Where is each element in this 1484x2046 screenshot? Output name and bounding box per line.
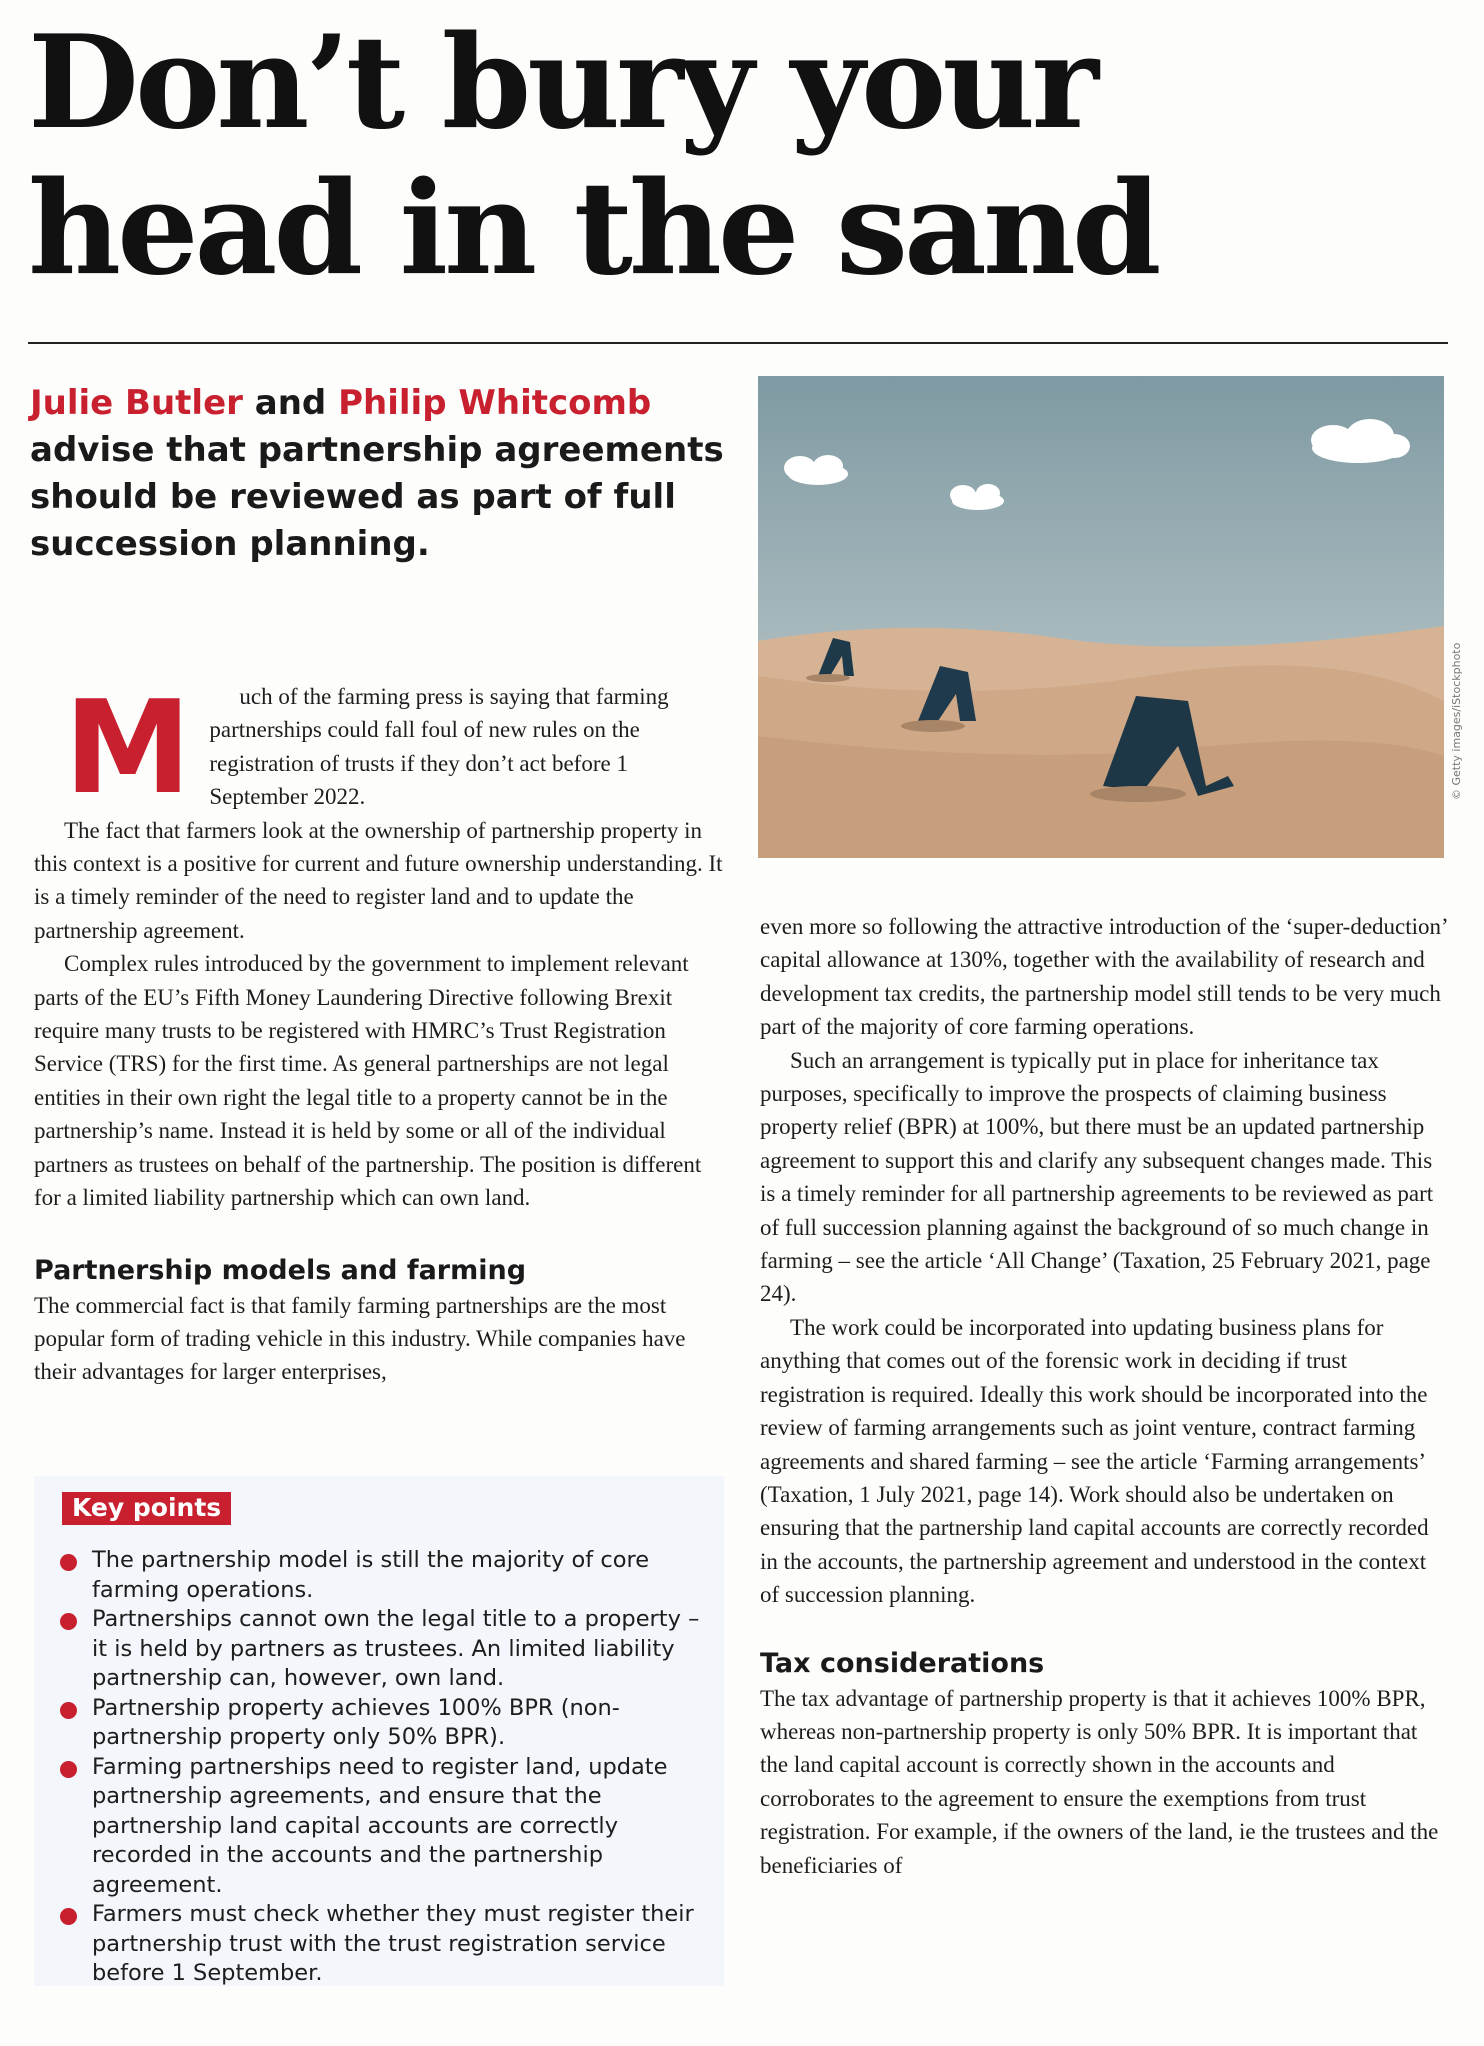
bullet-dot-icon (60, 1613, 77, 1630)
body-paragraph: Such an arrangement is typically put in place for inheritance tax purposes, specifically to improve the prospects of claiming business property relief (BPR) at 100%, but there must be an updated partnership agreement to support this and clarify any subsequent changes made. This is a timely reminder for all partnership agreements to be reviewed as part of full succession planning against the background of so much change in farming – see the article ‘All Change’ (Taxation, 25 February 2021, page 24). (760, 1047, 1434, 1307)
author-name-1: Julie Butler (30, 383, 243, 423)
body-paragraph: The commercial fact is that family farming partnerships are the most popular form of trading vehicle in this industry. While companies have their advantages for larger enterprises, (34, 1292, 686, 1385)
lead-paragraph: uch of the farming press is saying that farming partnerships could fall foul of new rules on the registration of trusts if they don’t act before 1 September 2022. (209, 684, 669, 810)
bullet-dot-icon (60, 1761, 77, 1778)
photo-credit: © Getty images/iStockphoto (1450, 642, 1463, 800)
headline-rule (28, 342, 1448, 344)
body-paragraph: even more so following the attractive introduction of the ‘super-deduction’ capital allowance at 130%, together with the availability of research and development tax credits, the partnership model still tends to be very much part of the majority of core farming operations. (760, 914, 1447, 1040)
key-point-item: The partnership model is still the majority of core farming operations. (58, 1546, 708, 1605)
key-points-box (34, 1476, 724, 1986)
illustration-heads-in-sand (758, 376, 1444, 858)
headline-line-2: head in the sand (28, 154, 1158, 304)
bullet-dot-icon (60, 1554, 77, 1571)
headline-line-1: Don’t bury your (28, 8, 1095, 158)
author-name-2: Philip Whitcomb (338, 383, 652, 423)
body-paragraph: The work could be incorporated into updating business plans for anything that comes out of the forensic work in deciding if trust registration is required. Ideally this work should be incorporated into the review of farming arrangements such as joint venture, contract farming agreements and shared farming – see the article ‘Farming arrangements’ (Taxation, 1 July 2021, page 14). Work should also be undertaken on ensuring that the partnership land capital accounts are correctly recorded in the accounts, the partnership agreement and understood in the context of succession planning. (760, 1314, 1429, 1608)
headline (28, 10, 1428, 302)
subhead-partnership-models: Partnership models and farming (34, 1254, 527, 1286)
standfirst (30, 380, 730, 568)
standfirst-and: and (254, 383, 327, 423)
bullet-dot-icon (60, 1908, 77, 1925)
key-point-item: Farmers must check whether they must register their partnership trust with the trust registration service before 1 September. (58, 1900, 708, 1989)
subhead-tax-considerations: Tax considerations (760, 1647, 1045, 1679)
body-paragraph: The fact that farmers look at the ownership of partnership property in this context is a positive for current and future ownership understanding. It is a timely reminder of the need to register land and to update the partnership agreement. (34, 817, 723, 943)
body-paragraph: Complex rules introduced by the government to implement relevant parts of the EU’s Fifth Money Laundering Directive following Brexit require many trusts to be registered with HMRC’s Trust Registration Service (TRS) for the first time. As general partnerships are not legal entities in their own right the legal title to a property cannot be in the partnership’s name. Instead it is held by some or all of the individual partners as trustees on behalf of the partnership. The position is different for a limited liability partnership which can own land. (34, 951, 702, 1211)
key-points-title: Key points (62, 1492, 231, 1525)
bullet-dot-icon (60, 1702, 77, 1719)
drop-cap: M (64, 674, 192, 823)
key-points-list (58, 1546, 708, 1989)
right-column (760, 910, 1450, 1882)
standfirst-text: advise that partnership agreements should be reviewed as part of full succession planning. (30, 430, 724, 564)
body-paragraph: The tax advantage of partnership property is that it achieves 100% BPR, whereas non-partnership property is only 50% BPR. It is important that the land capital account is correctly shown in the accounts and corroborates to the agreement to ensure the exemptions from trust registration. For example, if the owners of the land, ie the trustees and the beneficiaries of (760, 1685, 1439, 1878)
left-column (34, 674, 724, 1389)
key-point-item: Partnerships cannot own the legal title to a property – it is held by partners as trustees. An limited liability partnership can, however, own land. (58, 1605, 708, 1694)
key-point-item: Partnership property achieves 100% BPR (non-partnership property only 50% BPR). (58, 1694, 708, 1753)
key-point-item: Farming partnerships need to register land, update partnership agreements, and ensure that the partnership land capital accounts are correctly recorded in the accounts and the partnership agreement. (58, 1753, 708, 1901)
